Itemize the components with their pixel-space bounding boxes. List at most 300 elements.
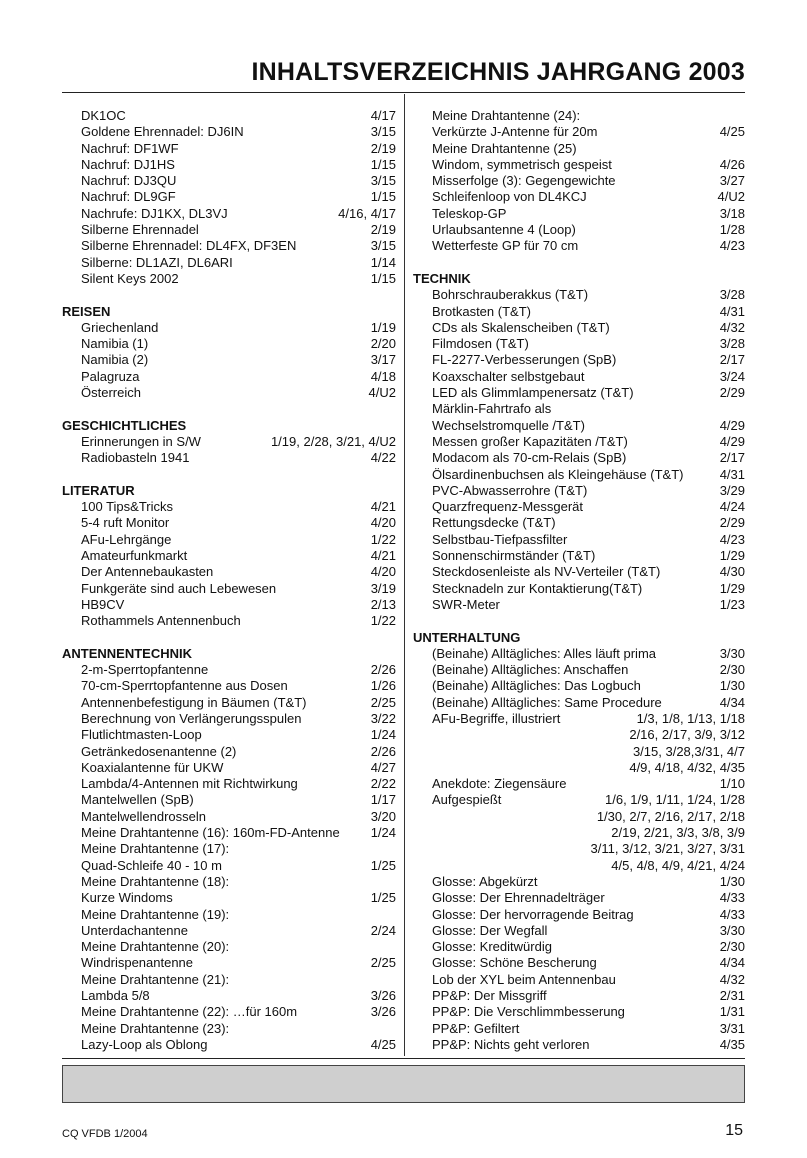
toc-entry: [413, 581, 745, 597]
toc-entry: [62, 124, 396, 140]
entry-pages: 3/28: [719, 336, 745, 352]
toc-entry: [62, 499, 396, 515]
toc-entry: [413, 467, 745, 483]
toc-entry: [413, 564, 745, 580]
entry-title: Namibia (1): [81, 336, 149, 352]
entry-pages: 4/18: [370, 368, 396, 384]
entry-title: Filmdosen (T&T): [432, 336, 529, 352]
entry-pages: 2/31: [719, 988, 745, 1004]
entry-title: Berechnung von Verlängerungsspulen: [81, 710, 302, 726]
entry-title: Glosse: Der hervorragende Beitrag: [432, 906, 634, 922]
entry-title: Windrispenantenne: [81, 955, 194, 971]
entry-pages: 3/15: [370, 238, 396, 254]
toc-section: [62, 108, 396, 287]
entry-pages: 4/5, 4/8, 4/9, 4/21, 4/24: [611, 857, 745, 873]
toc-entry: [413, 173, 745, 189]
toc-entry: [62, 434, 396, 450]
entry-title: Verkürzte J-Antenne für 20m: [432, 124, 598, 140]
toc-entry: [62, 320, 396, 336]
entry-pages: 1/15: [370, 270, 396, 286]
section-heading: GESCHICHTLICHES: [62, 417, 187, 433]
entry-pages: 3/30: [719, 645, 745, 661]
entry-pages: 2/25: [370, 955, 396, 971]
toc-entry: [413, 662, 745, 678]
page-title: INHALTSVERZEICHNIS JAHRGANG 2003: [251, 58, 745, 86]
toc-entry: [413, 450, 745, 466]
toc-entry: [62, 385, 396, 401]
toc-entry-continuation: [413, 760, 745, 776]
entry-pages: 4/25: [370, 1036, 396, 1052]
entry-title: Koaxialantenne für UKW: [81, 759, 224, 775]
entry-pages: 3/15: [370, 124, 396, 140]
entry-pages: 2/17: [719, 450, 745, 466]
toc-entry: [413, 238, 745, 254]
toc-entry: [62, 744, 396, 760]
entry-pages: 4/20: [370, 564, 396, 580]
entry-pages: 4/23: [719, 238, 745, 254]
toc-entry: [62, 255, 396, 271]
toc-entry: [413, 352, 745, 368]
toc-entry: [62, 450, 396, 466]
toc-entry: [62, 923, 396, 939]
entry-pages: 4/33: [719, 906, 745, 922]
toc-entry: [413, 287, 745, 303]
toc-entry: [62, 841, 396, 857]
toc-entry: [62, 662, 396, 678]
entry-title: LED als Glimmlampenersatz (T&T): [432, 385, 634, 401]
entry-pages: 1/30: [719, 678, 745, 694]
toc-entry: [62, 613, 396, 629]
toc-entry: [413, 336, 745, 352]
entry-title: Teleskop-GP: [432, 205, 507, 221]
entry-title: Meine Drahtantenne (16): 160m-FD-Antenne: [81, 825, 340, 841]
toc-entry: [413, 401, 745, 417]
entry-title: Mantelwellen (SpB): [81, 792, 194, 808]
toc-section: [413, 108, 745, 255]
toc-entry: [413, 206, 745, 222]
entry-pages: 2/22: [370, 776, 396, 792]
entry-pages: 4/22: [370, 450, 396, 466]
entry-pages: 4/9, 4/18, 4/32, 4/35: [629, 759, 745, 775]
entry-pages: 3/22: [370, 710, 396, 726]
toc-entry: [62, 858, 396, 874]
toc-entry: [413, 499, 745, 515]
entry-pages: 2/13: [370, 596, 396, 612]
entry-pages: 2/29: [719, 515, 745, 531]
entry-pages: 1/15: [370, 156, 396, 172]
toc-entry-continuation: [413, 858, 745, 874]
toc-entry: [413, 955, 745, 971]
entry-pages: 4/21: [370, 548, 396, 564]
toc-entry: [62, 988, 396, 1004]
entry-pages: 1/22: [370, 531, 396, 547]
gray-footer-box: [62, 1065, 745, 1103]
entry-pages: 1/26: [370, 678, 396, 694]
entry-pages: 4/27: [370, 759, 396, 775]
entry-pages: 4/U2: [368, 385, 396, 401]
entry-pages: 2/19: [370, 140, 396, 156]
toc-entry: [62, 369, 396, 385]
entry-pages: 2/26: [370, 743, 396, 759]
entry-title: Windom, symmetrisch gespeist: [432, 156, 612, 172]
entry-title: Silent Keys 2002: [81, 270, 179, 286]
entry-title: (Beinahe) Alltägliches: Alles läuft prima: [432, 645, 657, 661]
entry-title: Glosse: Kreditwürdig: [432, 939, 552, 955]
entry-pages: 1/22: [370, 613, 396, 629]
entry-title: Meine Drahtantenne (20):: [81, 939, 230, 955]
toc-entry: [413, 890, 745, 906]
entry-pages: 2/19: [370, 222, 396, 238]
bottom-rule: [62, 1058, 745, 1059]
toc-entry: [413, 711, 745, 727]
entry-pages: 3/24: [719, 368, 745, 384]
toc-entry: [62, 108, 396, 124]
entry-title: Sonnenschirmständer (T&T): [432, 548, 596, 564]
entry-pages: 1/29: [719, 548, 745, 564]
entry-title: Palagruza: [81, 368, 140, 384]
entry-title: Silberne Ehrennadel: DL4FX, DF3EN: [81, 238, 297, 254]
entry-title: Mantelwellendrosseln: [81, 808, 207, 824]
entry-title: Flutlichtmasten-Loop: [81, 727, 202, 743]
section-heading: ANTENNENTECHNIK: [62, 645, 192, 661]
entry-title: Antennenbefestigung in Bäumen (T&T): [81, 694, 307, 710]
toc-entry: [413, 972, 745, 988]
toc-entry: [62, 874, 396, 890]
entry-pages: 4/26: [719, 156, 745, 172]
entry-pages: 2/20: [370, 336, 396, 352]
entry-pages: 1/15: [370, 189, 396, 205]
entry-pages: 4/30: [719, 564, 745, 580]
entry-title: Meine Drahtantenne (17):: [81, 841, 230, 857]
entry-title: Wechselstromquelle /T&T): [432, 417, 585, 433]
entry-title: Nachruf: DJ1HS: [81, 156, 175, 172]
entry-title: Silberne: DL1AZI, DL6ARI: [81, 254, 233, 270]
toc-entry: [413, 515, 745, 531]
toc-entry: [62, 189, 396, 205]
section-heading: UNTERHALTUNG: [413, 629, 521, 645]
toc-entry: [62, 515, 396, 531]
entry-title: Meine Drahtantenne (19):: [81, 906, 230, 922]
entry-pages: 1/19, 2/28, 3/21, 4/U2: [270, 433, 396, 449]
entry-title: Griechenland: [81, 319, 159, 335]
entry-pages: 4/U2: [717, 189, 745, 205]
entry-title: Glosse: Schöne Bescherung: [432, 955, 597, 971]
entry-title: Nachruf: DJ3QU: [81, 173, 177, 189]
toc-entry: [413, 483, 745, 499]
toc-entry: [62, 1021, 396, 1037]
toc-entry-continuation: [413, 744, 745, 760]
toc-entry: [62, 678, 396, 694]
entry-pages: 1/25: [370, 890, 396, 906]
entry-title: SWR-Meter: [432, 596, 500, 612]
entry-pages: 2/30: [719, 939, 745, 955]
entry-title: Namibia (2): [81, 352, 149, 368]
entry-title: PP&P: Der Missgriff: [432, 988, 547, 1004]
toc-entry: [413, 418, 745, 434]
toc-entry: [413, 776, 745, 792]
entry-pages: 3/19: [370, 580, 396, 596]
toc-section: [62, 483, 396, 630]
entry-title: Meine Drahtantenne (23):: [81, 1020, 230, 1036]
entry-title: Meine Drahtantenne (21):: [81, 971, 230, 987]
column-divider: [404, 94, 405, 1056]
entry-title: 70-cm-Sperrtopfantenne aus Dosen: [81, 678, 288, 694]
entry-pages: 3/26: [370, 1004, 396, 1020]
entry-pages: 3/31: [719, 1020, 745, 1036]
entry-title: Meine Drahtantenne (25): [432, 140, 577, 156]
toc-entry: [413, 646, 745, 662]
entry-pages: 4/21: [370, 499, 396, 515]
entry-title: Anekdote: Ziegensäure: [432, 776, 567, 792]
entry-title: Radiobasteln 1941: [81, 450, 190, 466]
toc-entry: [62, 271, 396, 287]
entry-pages: 4/25: [719, 124, 745, 140]
entry-pages: 1/17: [370, 792, 396, 808]
entry-title: Stecknadeln zur Kontaktierung(T&T): [432, 580, 643, 596]
entry-title: Getränkedosenantenne (2): [81, 743, 237, 759]
entry-pages: 3/27: [719, 173, 745, 189]
page-number: 15: [725, 1122, 743, 1139]
entry-title: Nachrufe: DJ1KX, DL3VJ: [81, 205, 228, 221]
entry-title: Meine Drahtantenne (22): …für 160m: [81, 1004, 298, 1020]
entry-pages: 4/24: [719, 499, 745, 515]
section-heading: LITERATUR: [62, 482, 135, 498]
entry-title: Koaxschalter selbstgebaut: [432, 368, 585, 384]
entry-pages: 4/34: [719, 955, 745, 971]
entry-title: Glosse: Der Ehrennadelträger: [432, 890, 605, 906]
entry-pages: 3/18: [719, 205, 745, 221]
entry-title: Quarzfrequenz-Messgerät: [432, 499, 584, 515]
entry-pages: 3/30: [719, 922, 745, 938]
entry-title: FL-2277-Verbesserungen (SpB): [432, 352, 617, 368]
entry-title: Modacom als 70-cm-Relais (SpB): [432, 450, 627, 466]
toc-entry: [62, 939, 396, 955]
entry-pages: 4/34: [719, 694, 745, 710]
toc-entry: [62, 141, 396, 157]
toc-entry: [413, 532, 745, 548]
entry-title: Brotkasten (T&T): [432, 303, 531, 319]
entry-pages: 1/19: [370, 319, 396, 335]
entry-title: Quad-Schleife 40 - 10 m: [81, 857, 222, 873]
entry-pages: 4/17: [370, 108, 396, 123]
toc-entry: [62, 532, 396, 548]
top-rule: [62, 92, 745, 93]
entry-title: Der Antennebaukasten: [81, 564, 214, 580]
entry-pages: 1/10: [719, 776, 745, 792]
entry-pages: 1/24: [370, 727, 396, 743]
toc-entry: [62, 548, 396, 564]
entry-pages: 2/25: [370, 694, 396, 710]
entry-pages: 4/32: [719, 971, 745, 987]
toc-entry: [62, 825, 396, 841]
entry-pages: 2/17: [719, 352, 745, 368]
entry-title: PP&P: Die Verschlimmbesserung: [432, 1004, 625, 1020]
toc-entry: [413, 320, 745, 336]
entry-pages: 4/23: [719, 531, 745, 547]
entry-title: Erinnerungen in S/W: [81, 433, 201, 449]
toc-entry: [62, 695, 396, 711]
entry-title: Wetterfeste GP für 70 cm: [432, 238, 579, 254]
entry-title: Österreich: [81, 385, 141, 401]
entry-pages: 2/24: [370, 922, 396, 938]
entry-pages: 1/30, 2/7, 2/16, 2/17, 2/18: [596, 808, 745, 824]
entry-title: Glosse: Abgekürzt: [432, 873, 538, 889]
entry-pages: 3/29: [719, 482, 745, 498]
toc-section: [62, 646, 396, 1053]
toc-entry: [413, 434, 745, 450]
toc-entry: [62, 173, 396, 189]
toc-entry: [413, 304, 745, 320]
toc-entry: [62, 222, 396, 238]
entry-pages: 4/31: [719, 466, 745, 482]
toc-entry: [413, 792, 745, 808]
toc-entry: [413, 124, 745, 140]
entry-pages: 1/29: [719, 580, 745, 596]
entry-pages: 2/26: [370, 662, 396, 678]
entry-title: Funkgeräte sind auch Lebewesen: [81, 580, 277, 596]
entry-title: DK1OC: [81, 108, 126, 123]
toc-entry: [413, 1021, 745, 1037]
entry-title: Steckdosenleiste als NV-Verteiler (T&T): [432, 564, 661, 580]
toc-entry: [62, 1037, 396, 1053]
entry-pages: 3/28: [719, 287, 745, 303]
toc-entry: [413, 385, 745, 401]
toc-entry: [413, 157, 745, 173]
entry-title: HB9CV: [81, 596, 125, 612]
entry-title: CDs als Skalenscheiben (T&T): [432, 319, 610, 335]
toc-entry: [413, 1037, 745, 1053]
entry-pages: 1/6, 1/9, 1/11, 1/24, 1/28: [605, 792, 745, 808]
toc-entry: [62, 564, 396, 580]
toc-entry: [413, 678, 745, 694]
entry-pages: 3/26: [370, 988, 396, 1004]
toc-entry: [62, 760, 396, 776]
entry-title: (Beinahe) Alltägliches: Anschaffen: [432, 662, 629, 678]
entry-pages: 3/20: [370, 808, 396, 824]
entry-pages: 4/16, 4/17: [338, 205, 396, 221]
toc-entry: [413, 923, 745, 939]
entry-title: Unterdachantenne: [81, 922, 188, 938]
toc-entry: [413, 108, 745, 124]
entry-title: Glosse: Der Wegfall: [432, 922, 548, 938]
toc-section: [62, 418, 396, 467]
entry-pages: 4/33: [719, 890, 745, 906]
entry-pages: 1/25: [370, 857, 396, 873]
entry-title: (Beinahe) Alltägliches: Das Logbuch: [432, 678, 641, 694]
entry-title: Lambda 5/8: [81, 988, 150, 1004]
toc-entry: [62, 352, 396, 368]
toc-entry: [413, 1004, 745, 1020]
entry-pages: 1/24: [370, 825, 396, 841]
entry-title: Goldene Ehrennadel: DJ6IN: [81, 124, 244, 140]
toc-entry: [62, 1004, 396, 1020]
entry-title: Misserfolge (3): Gegengewichte: [432, 173, 616, 189]
footer-publication: CQ VFDB 1/2004: [62, 1128, 148, 1140]
toc-section: [62, 304, 396, 402]
toc-entry: [62, 907, 396, 923]
entry-title: Nachruf: DF1WF: [81, 140, 179, 156]
toc-entry: [62, 776, 396, 792]
entry-title: Urlaubsantenne 4 (Loop): [432, 222, 576, 238]
toc-entry: [62, 792, 396, 808]
entry-title: Aufgespießt: [432, 792, 502, 808]
entry-title: Kurze Windoms: [81, 890, 173, 906]
entry-pages: 1/30: [719, 873, 745, 889]
toc-entry: [413, 939, 745, 955]
left-column: [62, 108, 396, 1053]
toc-entry: [413, 907, 745, 923]
entry-pages: 1/31: [719, 1004, 745, 1020]
entry-pages: 2/19, 2/21, 3/3, 3/8, 3/9: [611, 825, 745, 841]
entry-pages: 3/11, 3/12, 3/21, 3/27, 3/31: [590, 841, 745, 857]
entry-title: Schleifenloop von DL4KCJ: [432, 189, 587, 205]
entry-title: Märklin-Fahrtrafo als: [432, 401, 552, 417]
entry-title: PP&P: Nichts geht verloren: [432, 1036, 590, 1052]
right-column: [413, 108, 745, 1053]
toc-entry: [413, 874, 745, 890]
toc-entry-continuation: [413, 809, 745, 825]
entry-title: Messen großer Kapazitäten /T&T): [432, 433, 628, 449]
entry-title: PVC-Abwasserrohre (T&T): [432, 482, 588, 498]
entry-title: Silberne Ehrennadel: [81, 222, 199, 238]
entry-title: AFu-Lehrgänge: [81, 531, 172, 547]
entry-title: Amateurfunkmarkt: [81, 548, 188, 564]
entry-pages: 4/32: [719, 319, 745, 335]
entry-title: Rettungsdecke (T&T): [432, 515, 556, 531]
toc-entry: [413, 369, 745, 385]
entry-pages: 4/29: [719, 433, 745, 449]
toc-entry: [413, 988, 745, 1004]
entry-pages: 2/29: [719, 385, 745, 401]
entry-title: 100 Tips&Tricks: [81, 499, 173, 515]
entry-pages: 1/23: [719, 596, 745, 612]
toc-entry: [62, 157, 396, 173]
toc-entry: [62, 890, 396, 906]
entry-title: Nachruf: DL9GF: [81, 189, 176, 205]
toc-entry: [413, 141, 745, 157]
entry-pages: 3/15, 3/28,3/31, 4/7: [632, 743, 745, 759]
entry-title: AFu-Begriffe, illustriert: [432, 710, 561, 726]
entry-pages: 1/28: [719, 222, 745, 238]
toc-section: [413, 630, 745, 1054]
entry-title: PP&P: Gefiltert: [432, 1020, 520, 1036]
entry-title: 5-4 ruft Monitor: [81, 515, 170, 531]
entry-pages: 1/3, 1/8, 1/13, 1/18: [636, 710, 745, 726]
entry-title: Rothammels Antennenbuch: [81, 613, 241, 629]
entry-pages: 4/35: [719, 1036, 745, 1052]
section-heading: TECHNIK: [413, 270, 471, 286]
toc-entry: [62, 597, 396, 613]
toc-section: [413, 271, 745, 613]
toc-entry: [62, 727, 396, 743]
toc-entry: [413, 548, 745, 564]
section-heading: REISEN: [62, 303, 111, 319]
toc-entry-continuation: [413, 727, 745, 743]
entry-title: Lazy-Loop als Oblong: [81, 1036, 208, 1052]
entry-title: Bohrschrauberakkus (T&T): [432, 287, 589, 303]
toc-entry: [413, 222, 745, 238]
toc-entry: [62, 206, 396, 222]
toc-entry: [62, 711, 396, 727]
entry-title: Meine Drahtantenne (24):: [432, 108, 581, 123]
entry-title: Lob der XYL beim Antennenbau: [432, 971, 616, 987]
toc-entry: [62, 955, 396, 971]
entry-title: Ölsardinenbuchsen als Kleingehäuse (T&T): [432, 466, 684, 482]
toc-entry: [62, 581, 396, 597]
toc-entry: [62, 336, 396, 352]
entry-pages: 2/16, 2/17, 3/9, 3/12: [629, 727, 745, 743]
entry-pages: 4/31: [719, 303, 745, 319]
